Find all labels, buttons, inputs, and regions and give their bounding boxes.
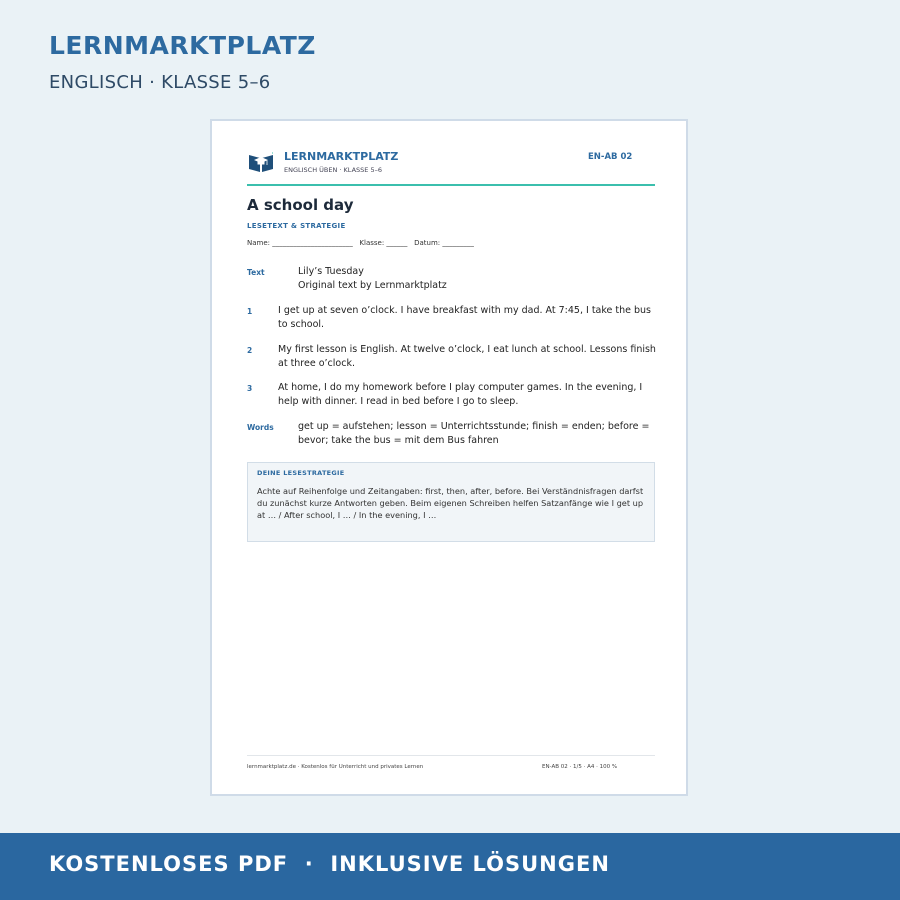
paragraph-text: My first lesson is English. At twelve o’clock, I eat lunch at school. Lessons finish at three o’clock.	[278, 344, 656, 369]
promo-banner	[0, 833, 900, 900]
text-title: Lily’s Tuesday	[298, 266, 364, 277]
brand-subtitle: ENGLISCH · KLASSE 5–6	[49, 72, 271, 93]
banner-text: KOSTENLOSES PDF · INKLUSIVE LÖSUNGEN	[49, 852, 610, 876]
footer-divider	[247, 755, 655, 756]
footer-left: lernmarktplatz.de · Kostenlos für Unterricht und privates Lernen	[247, 764, 424, 770]
paragraph-number: 1	[247, 307, 253, 316]
words-label: Words	[247, 423, 274, 432]
worksheet-title: A school day	[247, 196, 354, 214]
logo-name: LERNMARKTPLATZ	[284, 150, 399, 163]
strategy-text: Achte auf Reihenfolge und Zeitangaben: first, then, after, before. Bei Verständnisfragen darfst du zunächst kurze Antworten geben. Beim eigenen Schreiben helfen Satzanfänge wie I get up at … / After school, I … / In the evening, I …	[257, 486, 644, 520]
text-label: Text	[247, 268, 265, 277]
paragraph-text: I get up at seven o’clock. I have breakfast with my dad. At 7:45, I take the bus to school.	[278, 305, 652, 330]
text-source: Original text by Lernmarktplatz	[298, 280, 447, 291]
document-code: EN-AB 02	[588, 152, 633, 162]
paragraph-number: 3	[247, 384, 253, 393]
paragraph-number: 2	[247, 346, 253, 355]
paragraph-text: At home, I do my homework before I play computer games. In the evening, I help with dinner. I read in bed before I go to sleep.	[278, 382, 643, 407]
worksheet-subtitle: LESETEXT & STRATEGIE	[247, 222, 346, 230]
header-divider	[247, 184, 655, 186]
footer-right: EN-AB 02 · 1/5 · A4 · 100 %	[542, 764, 618, 770]
brand-title: LERNMARKTPLATZ	[49, 31, 316, 60]
strategy-box	[247, 462, 655, 542]
strategy-title: DEINE LESESTRATEGIE	[257, 469, 345, 477]
worksheet-preview	[210, 119, 688, 796]
graduation-cap-book-icon	[248, 151, 274, 173]
vocabulary-text: get up = aufstehen; lesson = Unterrichtsstunde; finish = enden; before = bevor; take the bus = mit dem Bus fahren	[298, 421, 650, 446]
student-info-fields: Name: _______________________ Klasse: ______ Datum: _________	[247, 239, 474, 247]
logo-subtitle: ENGLISCH ÜBEN · KLASSE 5–6	[284, 166, 382, 174]
